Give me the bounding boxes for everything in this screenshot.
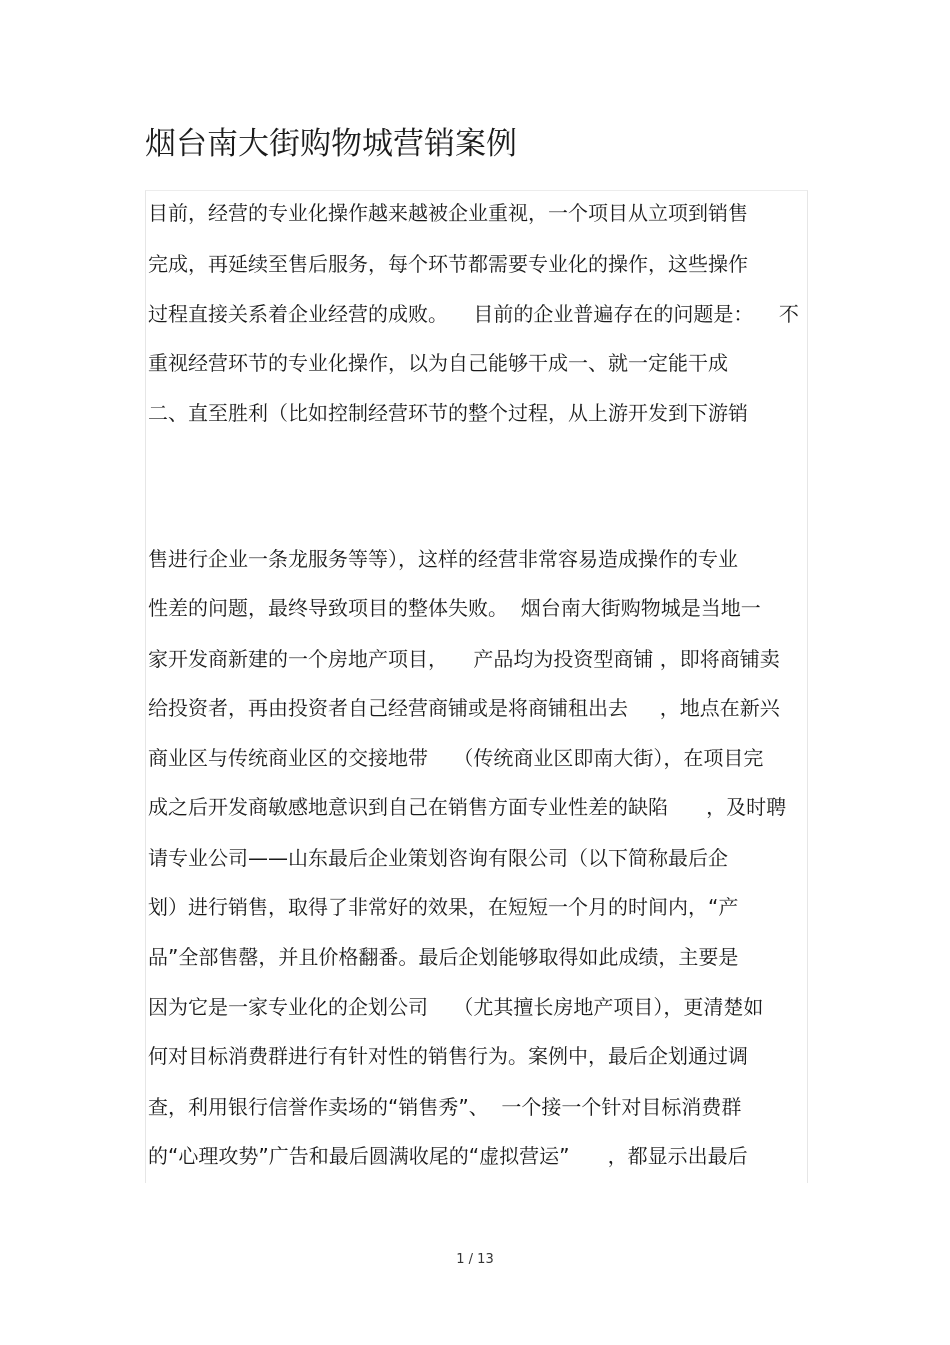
body-line: 目前，经营的专业化操作越来越被企业重视，一个项目从立项到销售	[148, 201, 748, 225]
content-frame	[145, 190, 808, 1183]
body-line: 商业区与传统商业区的交接地带 （传统商业区即南大街），在项目完	[148, 746, 764, 770]
body-line: 请专业公司——山东最后企业策划咨询有限公司（以下简称最后企	[148, 846, 728, 870]
body-line: 售进行企业一条龙服务等等），这样的经营非常容易造成操作的专业	[148, 547, 738, 571]
body-line: 家开发商新建的一个房地产项目， 产品均为投资型商铺 ，即将商铺卖	[148, 647, 780, 671]
body-line: 过程直接关系着企业经营的成败。 目前的企业普遍存在的问题是： 不	[148, 302, 799, 326]
body-line: 划）进行销售，取得了非常好的效果，在短短一个月的时间内，“产	[148, 895, 739, 919]
body-line: 何对目标消费群进行有针对性的销售行为。案例中，最后企划通过调	[148, 1044, 748, 1068]
body-line: 性差的问题，最终导致项目的整体失败。 烟台南大街购物城是当地一	[148, 596, 761, 620]
body-line: 成之后开发商敏感地意识到自己在销售方面专业性差的缺陷 ，及时聘	[148, 795, 787, 819]
body-line: 因为它是一家专业化的企划公司 （尤其擅长房地产项目），更清楚如	[148, 995, 764, 1019]
body-line: 查，利用银行信誉作卖场的“销售秀”、 一个接一个针对目标消费群	[148, 1095, 742, 1119]
page-indicator: 1 / 13	[456, 1252, 494, 1267]
body-line: 重视经营环节的专业化操作，以为自己能够干成一、就一定能干成	[148, 351, 728, 375]
document-title: 烟台南大街购物城营销案例	[145, 126, 517, 162]
body-line: 的“心理攻势”广告和最后圆满收尾的“虚拟营运” ，都显示出最后	[148, 1144, 748, 1168]
body-line: 二、直至胜利（比如控制经营环节的整个过程，从上游开发到下游销	[148, 401, 748, 425]
body-line: 品”全部售罄，并且价格翻番。最后企划能够取得如此成绩，主要是	[148, 945, 739, 969]
body-line: 完成，再延续至售后服务，每个环节都需要专业化的操作，这些操作	[148, 252, 748, 276]
body-line: 给投资者，再由投资者自己经营商铺或是将商铺租出去 ，地点在新兴	[148, 696, 780, 720]
